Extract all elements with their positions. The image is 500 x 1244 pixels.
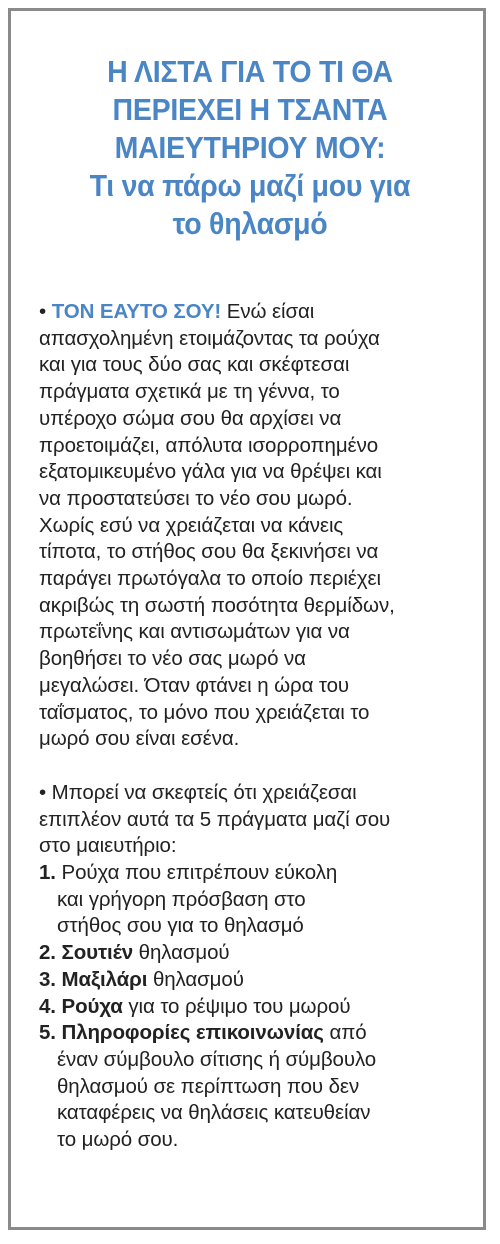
section1-line: ταΐσματος, το μόνο που χρειάζεται το bbox=[39, 700, 370, 724]
section1-line: ακριβώς τη σωστή ποσότητα θερμίδων, bbox=[39, 593, 395, 617]
list-item-continuation: έναν σύμβουλο σίτισης ή σύμβουλο bbox=[57, 1047, 377, 1071]
list-item-text: θηλασμού bbox=[133, 941, 230, 965]
list-item-continuation: το μωρό σου. bbox=[57, 1128, 179, 1152]
title-line: ΠΕΡΙΕΧΕΙ Η ΤΣΑΝΤΑ bbox=[112, 92, 388, 127]
info-card bbox=[8, 8, 486, 1230]
section1-line: υπέροχο σώμα σου θα αρχίσει να bbox=[39, 406, 342, 430]
list-number: 5. bbox=[39, 1021, 56, 1045]
section2-line bbox=[39, 780, 479, 807]
section1-line: μεγαλώσει. Όταν φτάνει η ώρα του bbox=[39, 673, 350, 697]
section2-intro: Μπορεί να σκεφτείς ότι χρειάζεσαι bbox=[46, 780, 357, 804]
card-body bbox=[39, 299, 479, 1154]
section1-first-line bbox=[39, 299, 479, 326]
list-item-continuation: καταφέρεις να θηλάσεις κατευθείαν bbox=[57, 1101, 371, 1125]
section2-line: επιπλέον αυτά τα 5 πράγματα μαζί σου bbox=[39, 807, 391, 831]
section1-line: βοηθήσει το νέο σας μωρό να bbox=[39, 647, 306, 671]
section1-line: απασχολημένη ετοιμάζοντας τα ρούχα bbox=[39, 326, 380, 350]
list-item-bold: Πληροφορίες επικοινωνίας bbox=[55, 1021, 324, 1045]
card-title bbox=[30, 53, 470, 243]
bullet-icon: • bbox=[39, 780, 47, 804]
section1-first-line-rest: Ενώ είσαι bbox=[221, 300, 315, 323]
list-item-continuation: θηλασμού σε περίπτωση που δεν bbox=[57, 1074, 360, 1098]
title-line: το θηλασμό bbox=[172, 206, 328, 241]
list-item-bold: Μαξιλάρι bbox=[55, 967, 148, 991]
list-item-continuation: και γρήγορη πρόσβαση στο bbox=[57, 887, 306, 911]
section1-line: εξατομικευμένο γάλα για να θρέψει και bbox=[39, 460, 382, 484]
list-item bbox=[39, 860, 479, 887]
list-number: 3. bbox=[39, 967, 56, 991]
section2-line: στο μαιευτήριο: bbox=[39, 834, 177, 858]
list-item bbox=[39, 940, 479, 967]
section1-line: Χωρίς εσύ να χρειάζεται να κάνεις bbox=[39, 513, 344, 537]
list-item bbox=[39, 1020, 479, 1047]
list-number: 1. bbox=[39, 861, 56, 885]
list-item-continuation: στήθος σου για το θηλασμό bbox=[57, 914, 304, 938]
section-spacer bbox=[39, 753, 479, 780]
section1-lead: ΤΟΝ ΕΑΥΤΟ ΣΟΥ! bbox=[51, 300, 222, 323]
section1-line: πρωτεΐνης και αντισωμάτων για να bbox=[39, 620, 350, 644]
section1-line: τίποτα, το στήθος σου θα ξεκινήσει να bbox=[39, 540, 379, 564]
list-number: 4. bbox=[39, 994, 56, 1018]
section1-line: πράγματα σχετικά με τη γέννα, το bbox=[39, 380, 340, 404]
section1-line: μωρό σου είναι εσένα. bbox=[39, 727, 240, 751]
section1-line: προετοιμάζει, απόλυτα ισορροπημένο bbox=[39, 433, 379, 457]
bullet-icon: • bbox=[39, 300, 47, 323]
title-line: Τι να πάρω μαζί μου για bbox=[89, 168, 411, 203]
section1-line: να προστατεύσει το νέο σου μωρό. bbox=[39, 486, 353, 510]
list-item-text: για το ρέψιμο του μωρού bbox=[122, 994, 351, 1018]
list-item-text: από bbox=[323, 1021, 367, 1045]
list-item bbox=[39, 994, 479, 1021]
list-item-bold: Ρούχα bbox=[55, 994, 123, 1018]
list-item-bold: Σουτιέν bbox=[55, 941, 134, 965]
list-item-text: Ρούχα που επιτρέπουν εύκολη bbox=[55, 861, 338, 885]
section1-line: και για τους δύο σας και σκέφτεσαι bbox=[39, 353, 350, 377]
title-line: ΜΑΙΕΥΤΗΡΙΟΥ ΜΟΥ: bbox=[114, 130, 386, 165]
section1-line: παράγει πρωτόγαλα το οποίο περιέχει bbox=[39, 567, 381, 591]
title-line: Η ΛΙΣΤΑ ΓΙΑ ΤΟ ΤΙ ΘΑ bbox=[107, 54, 393, 89]
list-item bbox=[39, 967, 479, 994]
list-number: 2. bbox=[39, 941, 56, 965]
list-item-text: θηλασμού bbox=[147, 967, 244, 991]
